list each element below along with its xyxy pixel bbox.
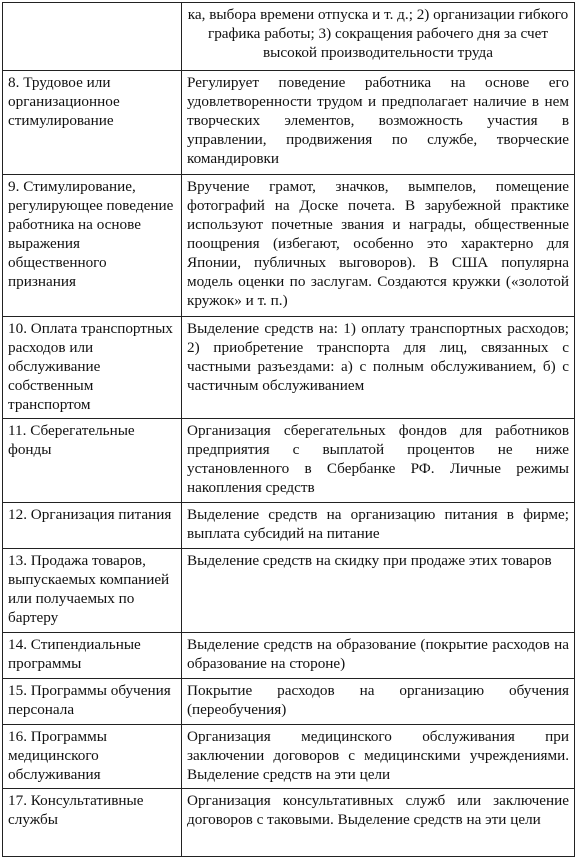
table-cell-description: Выделение средств на организацию питания в фирме; выплата субсидий на питание <box>182 503 575 549</box>
table-cell-type: 15. Программы обучения персонала <box>3 679 182 725</box>
table-row <box>3 317 575 419</box>
table-cell-type: 16. Программы медицинского обслуживания <box>3 725 182 789</box>
table-cell-type: 11. Сберегательные фонды <box>3 419 182 503</box>
table-row <box>3 789 575 857</box>
incentives-table <box>2 2 575 857</box>
table-cell-description: Организация консультативных служб или заключение договоров с таковыми. Выделение средств на эти цели <box>182 789 575 857</box>
table-row <box>3 419 575 503</box>
table-cell-type <box>3 3 182 71</box>
table-cell-description: Организация сберегательных фондов для работников предприятия с выплатой процентов не ниже установленного в Сбербанке РФ. Личные режимы накопления средств <box>182 419 575 503</box>
table-cell-description: Выделение средств на скидку при продаже этих товаров <box>182 549 575 633</box>
table-cell-type: 13. Продажа товаров, выпускаемых компанией или получаемых по бартеру <box>3 549 182 633</box>
table-row <box>3 549 575 633</box>
table-cell-type: 10. Оплата транспортных расходов или обслуживание собственным транспортом <box>3 317 182 419</box>
table-cell-type: 14. Стипендиальные программы <box>3 633 182 679</box>
table-row <box>3 71 575 175</box>
table-row <box>3 633 575 679</box>
table-cell-type: 8. Трудовое или организационное стимулирование <box>3 71 182 175</box>
table-cell-description: Выделение средств на: 1) оплату транспортных расходов; 2) приобретение транспорта для лиц, связанных с частными разъездами: а) с полным обслуживанием, б) с частичным обслуживанием <box>182 317 575 419</box>
table-cell-description: Вручение грамот, значков, вымпелов, помещение фотографий на Доске почета. В зарубежной практике используют почетные звания и награды, общественные поощрения (избегают, особенно это характерно для Японии, публичных выговоров). В США популярна модель оценки по заслугам. Создаются кружки («золотой кружок» и т. п.) <box>182 175 575 317</box>
table-cell-description: Выделение средств на образование (покрытие расходов на образование на стороне) <box>182 633 575 679</box>
table-cell-description: Покрытие расходов на организацию обучения (переобучения) <box>182 679 575 725</box>
table-row <box>3 725 575 789</box>
table-cell-description: ка, выбора времени отпуска и т. д.; 2) организации гибкого графика работы; 3) сокращения рабочего дня за счет высокой производительности труда <box>182 3 575 71</box>
table-cell-type: 9. Стимулирование, регулирующее поведение работника на основе выражения общественного признания <box>3 175 182 317</box>
table-row <box>3 503 575 549</box>
table-row <box>3 3 575 71</box>
table-cell-type: 12. Организация питания <box>3 503 182 549</box>
table-cell-type: 17. Консультативные службы <box>3 789 182 857</box>
table-cell-description: Организация медицинского обслуживания при заключении договоров с медицинскими учреждениями. Выделение средств на эти цели <box>182 725 575 789</box>
table-row <box>3 175 575 317</box>
table-row <box>3 679 575 725</box>
table-cell-description: Регулирует поведение работника на основе его удовлетворенности трудом и предполагает наличие в нем творческих элементов, возможность участия в управлении, продвижения по службе, творческие командировки <box>182 71 575 175</box>
